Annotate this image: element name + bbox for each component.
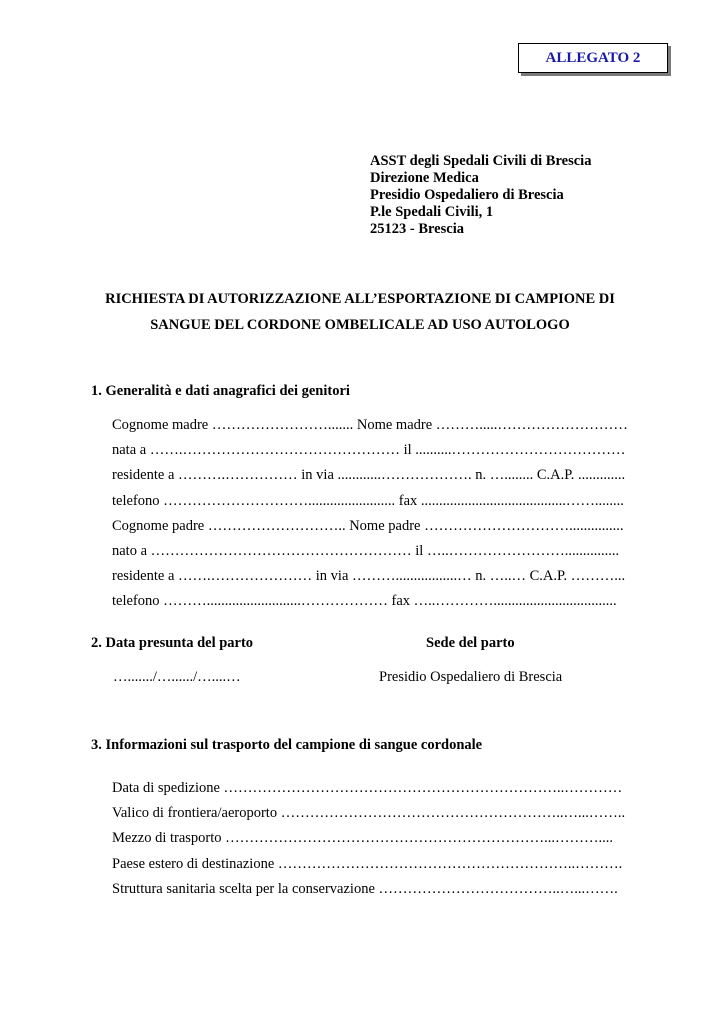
form-row-mother-phone[interactable]: telefono …………………………........................ fax ........................................……........ [112, 492, 624, 509]
form-row-shipping-date[interactable]: Data di spedizione ……………………………………………………………..………… [112, 780, 623, 796]
recipient-address [370, 153, 591, 238]
form-row-destination-country[interactable]: Paese estero di destinazione ……………………………………………………..………. [112, 855, 623, 872]
form-row-border-airport[interactable]: Valico di frontiera/aeroporto …………………………………………………..…...…….. [112, 805, 626, 822]
form-row-father-residence[interactable]: residente a …….………………… in via ……….................… n. …..… C.A.P. ………... [112, 568, 626, 585]
title-line-1: RICHIESTA DI AUTORIZZAZIONE ALL’ESPORTAZIONE DI CAMPIONE DI [105, 291, 615, 307]
transport-info-form [112, 776, 625, 902]
form-row-father-name[interactable]: Cognome padre ……………………….. Nome padre …………………………............... [112, 517, 624, 534]
form-row-mother-residence[interactable]: residente a ……….…………… in via ............………………. n. …........ C.A.P. ............. [112, 467, 626, 484]
section-3-heading: 3. Informazioni sul trasporto del campione di sangue cordonale [91, 737, 483, 753]
form-row-storage-facility[interactable]: Struttura sanitaria scelta per la conservazione ………………………………..…...……. [112, 880, 618, 897]
form-row-father-phone[interactable]: telefono ………..........................……………… fax …..………….................................. [112, 593, 617, 610]
document-title [60, 286, 660, 338]
form-row-transport-mode[interactable]: Mezzo di trasporto …………………………………………………………...……….... [112, 830, 614, 847]
address-line: Presidio Ospedaliero di Brescia [370, 187, 564, 203]
allegato-badge [518, 43, 668, 73]
section-2-heading: 2. Data presunta del parto [91, 635, 254, 651]
address-line: 25123 - Brescia [370, 221, 464, 237]
birth-place-value: Presidio Ospedaliero di Brescia [379, 669, 563, 685]
title-line-2: SANGUE DEL CORDONE OMBELICALE AD USO AUTOLOGO [150, 317, 570, 333]
address-line: ASST degli Spedali Civili di Brescia [370, 153, 592, 169]
birth-place-heading: Sede del parto [426, 635, 515, 651]
birth-date-field[interactable]: …......./…....../…....… [113, 669, 241, 685]
form-row-father-birth[interactable]: nato a ……………………………………………… il …..……………………............... [112, 542, 620, 559]
address-line: Direzione Medica [370, 170, 479, 186]
form-row-mother-name[interactable]: Cognome madre ……………………....... Nome madre ……….....……………………… [112, 417, 628, 433]
section-1-heading: 1. Generalità e dati anagrafici dei genitori [91, 383, 350, 399]
parents-data-form [112, 413, 628, 615]
allegato-label: ALLEGATO 2 [545, 49, 641, 66]
address-line: P.le Spedali Civili, 1 [370, 204, 494, 220]
form-row-mother-birth[interactable]: nata a …….……………………………………… il ..........……………………………… [112, 442, 626, 459]
